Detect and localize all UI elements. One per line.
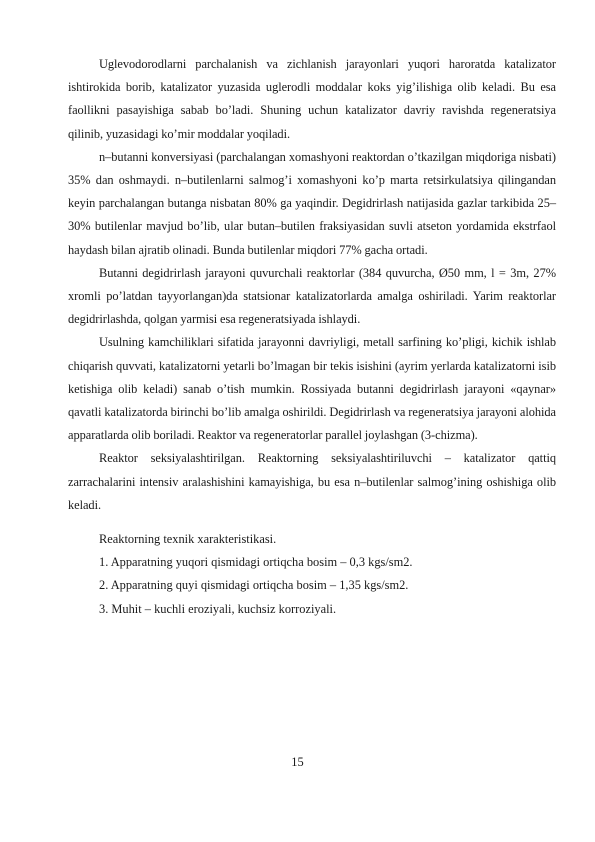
document-page [68,53,556,621]
paragraph-5: Reaktor seksiyalashtirilgan. Reaktorning seksiyalashtiriluvchi – katalizator qattiq zarrachalarini intensiv aralashishini kamayishiga, bu esa n–butilenlar salmog’ining oshishiga olib keladi. [68,451,556,512]
page-number: 15 [291,755,304,769]
section-spacer [68,517,556,528]
paragraph-1: Uglevodorodlarni parchalanish va zichlanish jarayonlari yuqori haroratda katalizator ishtirokida borib, katalizator yuzasida uglerodli moddalar koks yig’ilishiga olib keladi. Bu esa faollikni pasayishiga sabab bo’ladi. Shuning uchun katalizator davriy ravishda regeneratsiya qilinib, yuzasidagi ko’mir moddalar yoqiladi. [68,57,556,141]
paragraph-2: n–butanni konversiyasi (parchalangan xomashyoni reaktordan o’tkazilgan miqdoriga nisbati) 35% dan oshmaydi. n–butilenlarni salmog’i xomashyoni ko’p marta retsirkulatsiya qilingandan keyin parchalangan butanga nisbatan 80% ga yaqindir. Degidrirlash natijasida gazlar tarkibida 25–30% butilenlar mavjud bo’lib, ular butan–butilen fraksiyasidan suvli atseton yordamida ekstrfaol haydash bilan ajratib olinadi. Bunda butilenlar miqdori 77% gacha ortadi. [68,149,556,257]
characteristics-title: Reaktorning texnik xarakteristikasi. [99,532,277,547]
paragraph-3: Butanni degidrirlash jarayoni quvurchali reaktorlar (384 quvurcha, Ø50 mm, l = 3m, 27% xromli po’latdan tayyorlangan)da statsionar katalizatorlarda amalga oshiriladi. Yarim reaktorlar degidrirlashda, qolgan yarmisi esa regeneratsiyada ishlaydi. [68,265,556,327]
paragraph-4: Usulning kamchiliklari sifatida jarayonni davriyligi, metall sarfining ko’pligi, kichik ishlab chiqarish quvvati, katalizatorni yetarli bo’lmagan bir tekis isishini (ayrim yerlarda katalizatorni isib ketishiga olib keladi) sanab o’tish mumkin. Rossiyada butanni degidrirlash jarayoni «qaynar» qavatli katalizatorda birinchi bo’lib amalga oshirildi. Degidrirlash va regeneratsiya jarayoni alohida apparatlarda olib boriladi. Reaktor va regeneratorlar parallel joylashgan (3-chizma). [68,335,556,443]
characteristic-item-1: 1. Apparatning yuqori qismidagi ortiqcha bosim – 0,3 kgs/sm2. [99,555,413,570]
characteristic-item-2: 2. Apparatning quyi qismidagi ortiqcha bosim – 1,35 kgs/sm2. [99,578,409,593]
characteristic-item-3: 3. Muhit – kuchli eroziyali, kuchsiz korroziyali. [99,601,337,616]
